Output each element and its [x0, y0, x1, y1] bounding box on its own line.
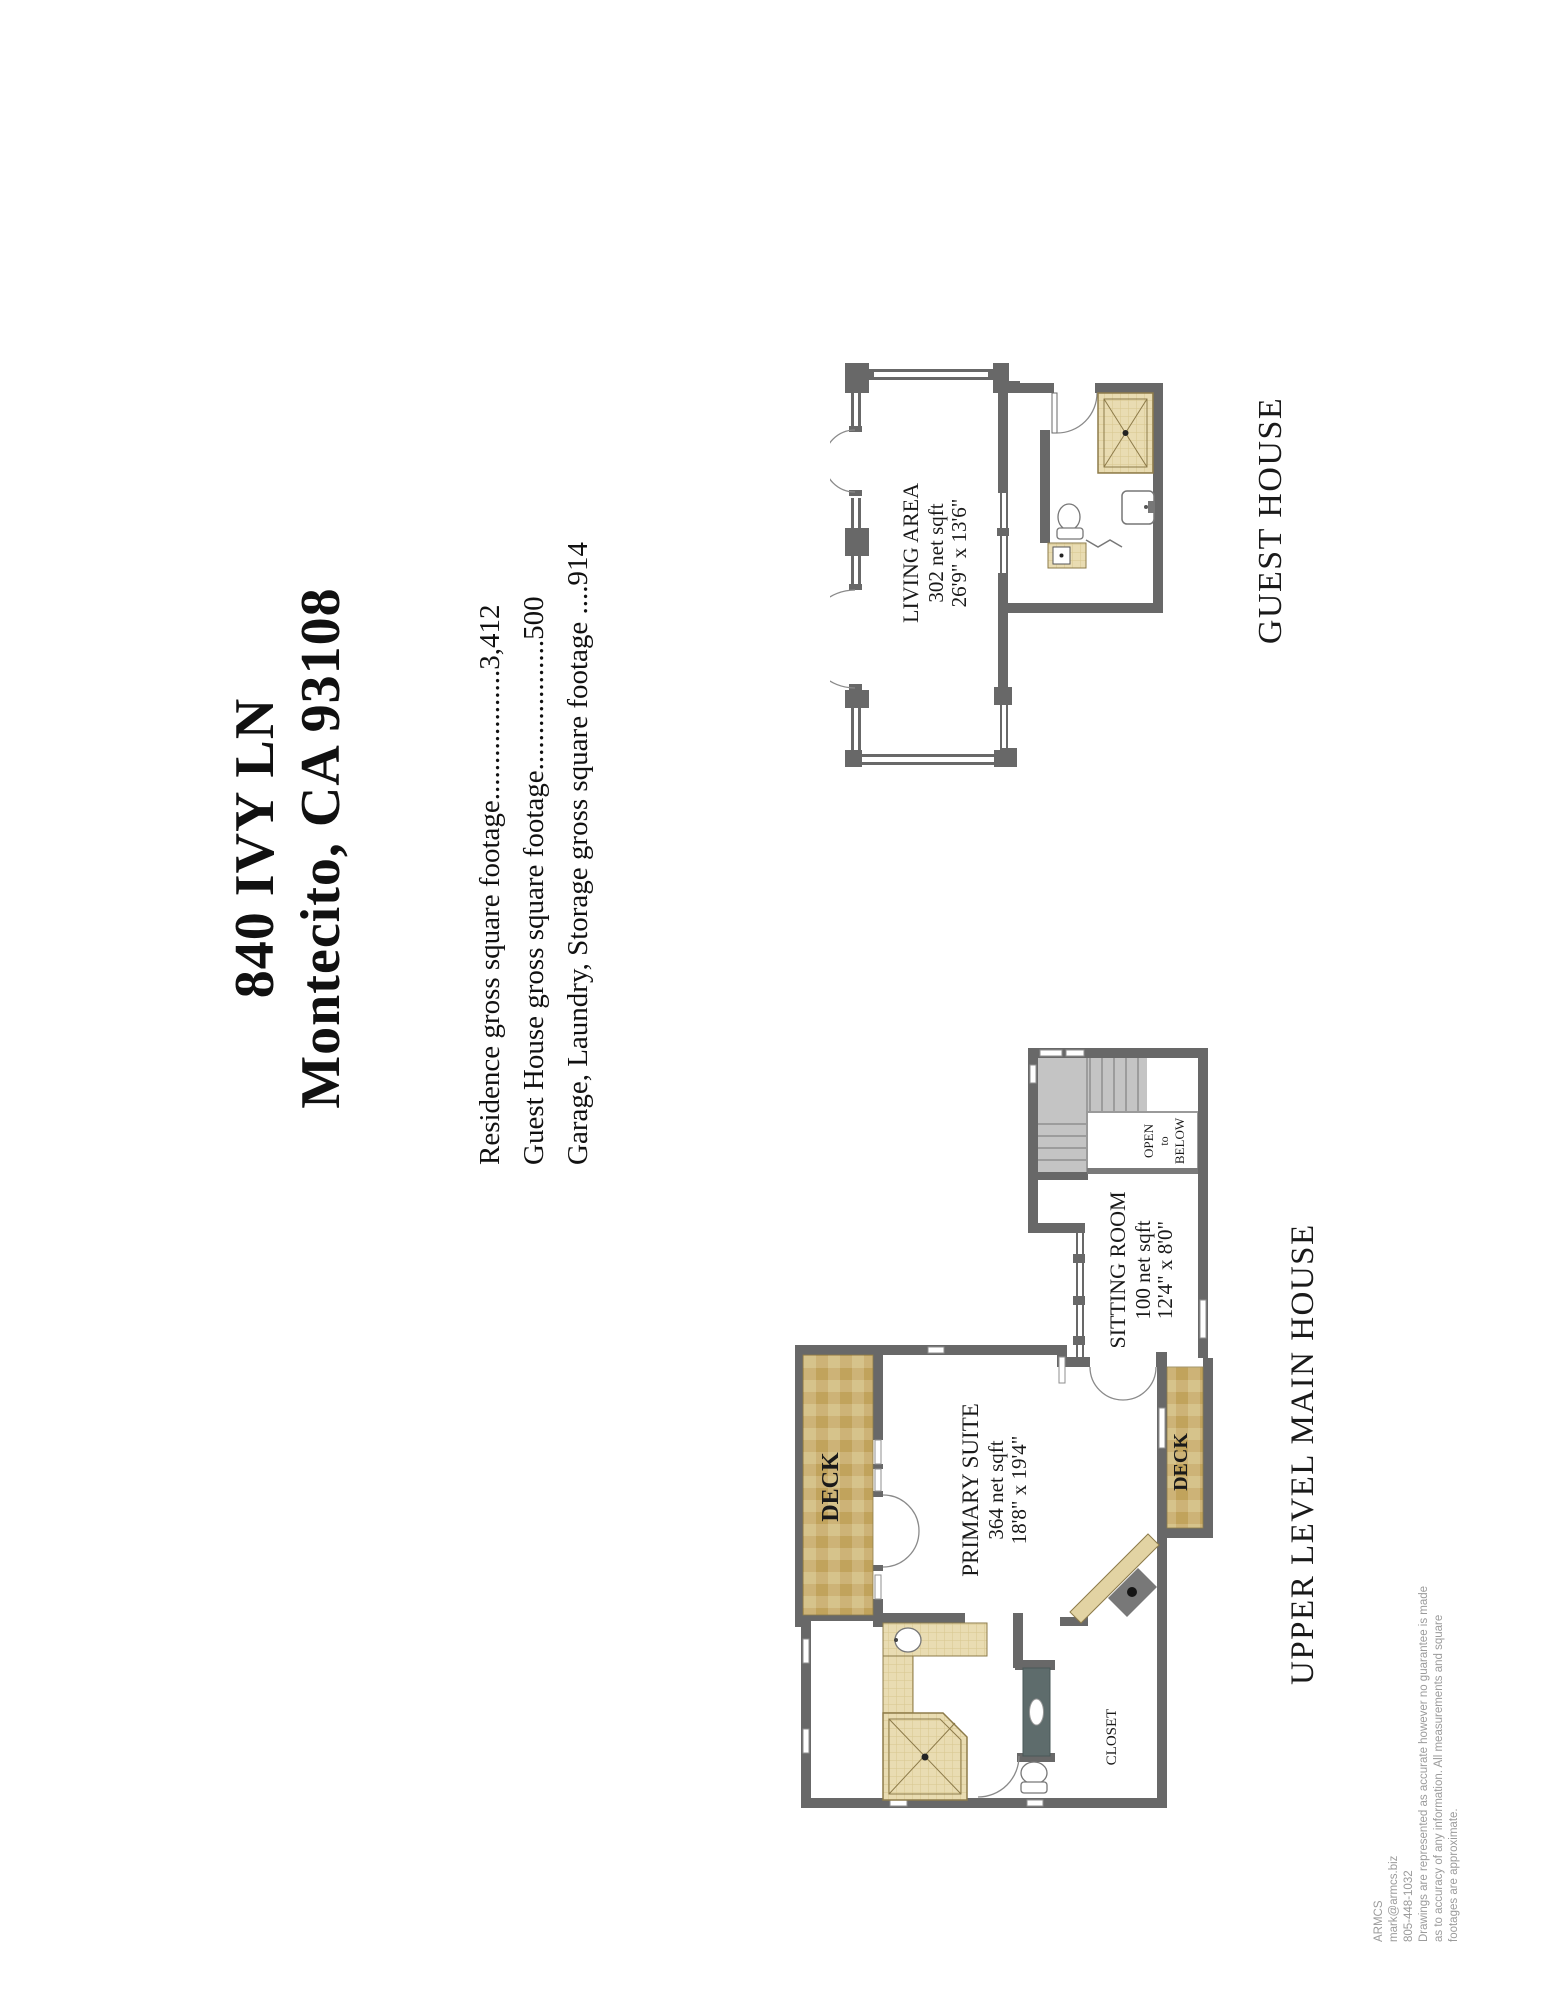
wc-door-panel: [1023, 1668, 1050, 1756]
sitting-room-doors: [1090, 1367, 1156, 1400]
square-footage-summary: [468, 541, 604, 1165]
bathroom-door-arc: [978, 1756, 1019, 1797]
deck-doors: [883, 1495, 919, 1567]
guesthouse-footage: Guest House gross square footage..................500: [518, 596, 550, 1165]
upper-level-label: UPPER LEVEL MAIN HOUSE: [1285, 1223, 1321, 1685]
credits-disclaimer-3: footages are approximate.: [1448, 1808, 1460, 1942]
open-below-2: to: [1157, 1136, 1171, 1146]
vanity-sink-icon: [883, 1623, 987, 1713]
sink-icon: [1122, 491, 1155, 524]
living-area-sqft: 302 net sqft: [924, 503, 948, 603]
open-below-3: BELOW: [1172, 1117, 1187, 1165]
credits-company: ARMCS: [1373, 1900, 1385, 1942]
shower-icon: [1098, 393, 1153, 473]
primary-suite-dims: 18'8" x 19'4": [1007, 1435, 1031, 1545]
guest-house-plan: [830, 350, 1180, 780]
living-area-label: [898, 483, 971, 623]
toilet-icon-main: [1021, 1762, 1047, 1793]
main-house-plan: [790, 1040, 1220, 1820]
deck-right-label: DECK: [1170, 1433, 1192, 1491]
living-area-name: LIVING AREA: [898, 483, 923, 623]
room-labels: [818, 1117, 1192, 1765]
address-line: 840 IVY LN: [224, 697, 286, 999]
bath-door: [1052, 393, 1097, 433]
toilet-icon: [1057, 504, 1083, 539]
primary-suite-name: PRIMARY SUITE: [958, 1403, 983, 1577]
deck-left-label: DECK: [818, 1452, 844, 1522]
page-title: [222, 563, 362, 1133]
credits-email: mark@armcs.biz: [1388, 1855, 1400, 1942]
sitting-room-sqft: 100 net sqft: [1131, 1220, 1155, 1320]
vanity-icon: [1048, 543, 1086, 568]
credits: [1372, 1480, 1480, 1942]
credits-disclaimer-2: as to accuracy of any information. All measurements and square: [1433, 1614, 1445, 1942]
credits-phone: 805-448-1032: [1403, 1870, 1415, 1942]
city-line: Montecito, CA 93108: [290, 587, 352, 1109]
residence-footage: Residence gross square footage..................3,412: [474, 604, 506, 1165]
closet-label: CLOSET: [1104, 1708, 1120, 1766]
corner-shower-icon: [883, 1713, 967, 1800]
sitting-room-name: SITTING ROOM: [1105, 1191, 1130, 1349]
garage-footage: Garage, Laundry, Storage gross square footage ....914: [562, 541, 594, 1165]
guest-house-label: GUEST HOUSE: [1252, 396, 1289, 645]
open-below-1: OPEN: [1141, 1124, 1156, 1158]
sitting-room-dims: 12'4" x 8'0": [1153, 1220, 1177, 1320]
bifold-door-icon: [1086, 540, 1122, 547]
fireplace-icon: [1070, 1534, 1159, 1623]
credits-disclaimer-1: Drawings are represented as accurate however no guarantee is made: [1418, 1585, 1430, 1942]
primary-suite-sqft: 364 net sqft: [984, 1440, 1008, 1540]
living-area-dims: 26'9" x 13'6": [947, 498, 971, 608]
